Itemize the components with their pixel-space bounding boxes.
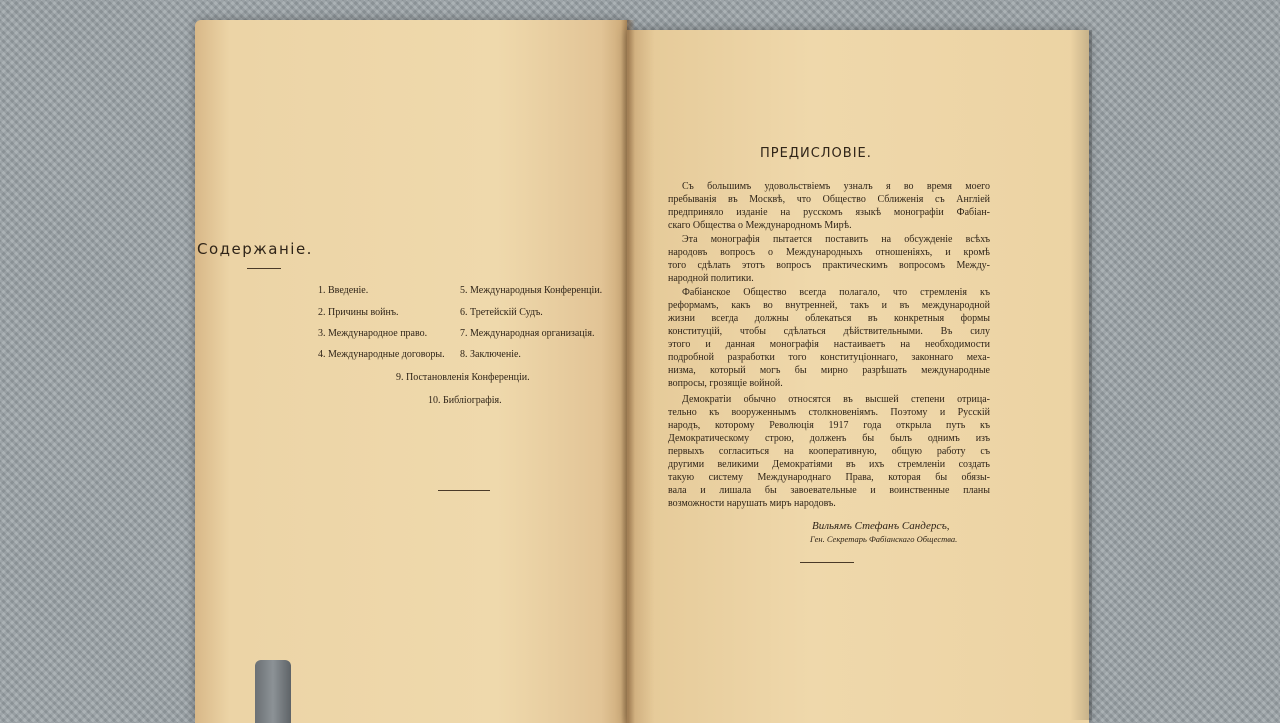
- preface-line: низма, который могъ бы мирно разрѣшать международные: [668, 365, 990, 376]
- preface-line: Эта монографiя пытается поставить на обсужденiе всѣхъ: [682, 234, 990, 245]
- preface-line: конституцiй, чтобы сдѣлаться дѣйствительными. Въ силу: [668, 326, 990, 337]
- preface-line: возможности нарушать миръ народовъ.: [668, 498, 836, 509]
- toc-title: Содержанiе.: [197, 240, 313, 258]
- toc-item-3: 3. Международное право.: [318, 328, 428, 339]
- book-gutter: [621, 20, 635, 723]
- preface-line: вала и лишала бы завоевательные и воинственные планы: [668, 485, 990, 496]
- toc-item-9: 9. Постановленiя Конференцiи.: [396, 372, 530, 383]
- preface-line: тельно къ вооруженнымъ столкновенiямъ. Поэтому и Русскiй: [668, 407, 990, 418]
- preface-line: пребыванiя въ Москвѣ, что Общество Сближенiя съ Англiей: [668, 194, 990, 205]
- preface-line: жизни всегда должны облекаться въ конкретныя формы: [668, 313, 990, 324]
- toc-title-rule: [247, 268, 281, 269]
- preface-line: такую систему Международнаго Права, которая бы обязы-: [668, 472, 990, 483]
- toc-item-8: 8. Заключенiе.: [460, 349, 521, 360]
- preface-line: Фабiанское Общество всегда полагало, что стремленiя къ: [682, 287, 990, 298]
- bookmark-ribbon: [255, 660, 291, 723]
- preface-line: народъ, которому Революцiя 1917 года открыла путь къ: [668, 420, 990, 431]
- signature-name: Вильямъ Стефанъ Сандерсъ,: [812, 520, 950, 532]
- preface-line: того сдѣлать этотъ вопросъ практическимъ вопросомъ Между-: [668, 260, 990, 271]
- toc-item-6: 6. Третейскiй Судъ.: [460, 307, 543, 318]
- toc-end-rule: [438, 490, 490, 491]
- page-edge-shadow: [1070, 30, 1092, 720]
- signature-role: Ген. Секретарь Фабiанскаго Общества.: [810, 534, 958, 544]
- preface-line: Демократическому строю, долженъ бы былъ однимъ изъ: [668, 433, 990, 444]
- preface-line: предприняло изданiе на русскомъ языкѣ монографiи Фабiан-: [668, 207, 990, 218]
- preface-title: ПРЕДИСЛОВIЕ.: [760, 146, 872, 161]
- preface-line: реформамъ, какъ во внутренней, такъ и въ международной: [668, 300, 990, 311]
- preface-line: народовъ вопросъ о Международныхъ отношенiяхъ, и кромѣ: [668, 247, 990, 258]
- preface-line: подробной разработки того конституцiоннаго, законнаго меха-: [668, 352, 990, 363]
- preface-line: первыхъ согласиться на кооперативную, общую работу съ: [668, 446, 990, 457]
- signature-rule: [800, 562, 854, 563]
- toc-item-10: 10. Библiографiя.: [428, 395, 502, 406]
- preface-line: другими великими Демократiями въ ихъ стремленiи создать: [668, 459, 990, 470]
- toc-item-1: 1. Введенiе.: [318, 285, 369, 296]
- preface-line: Демократiи обычно относятся въ высшей степени отрица-: [682, 394, 990, 405]
- toc-item-7: 7. Международная организацiя.: [460, 328, 595, 339]
- toc-item-2: 2. Причины войнъ.: [318, 307, 399, 318]
- preface-line: этого и данная монографiя настаиваетъ на необходимости: [668, 339, 990, 350]
- toc-item-5: 5. Международныя Конференцiи.: [460, 285, 603, 296]
- preface-line: скаго Общества о Международномъ Мирѣ.: [668, 220, 852, 231]
- toc-item-4: 4. Международные договоры.: [318, 349, 445, 360]
- preface-line: вопросы, грозящiе войной.: [668, 378, 783, 389]
- preface-line: народной политики.: [668, 273, 754, 284]
- preface-line: Съ большимъ удовольствiемъ узналъ я во время моего: [682, 181, 990, 192]
